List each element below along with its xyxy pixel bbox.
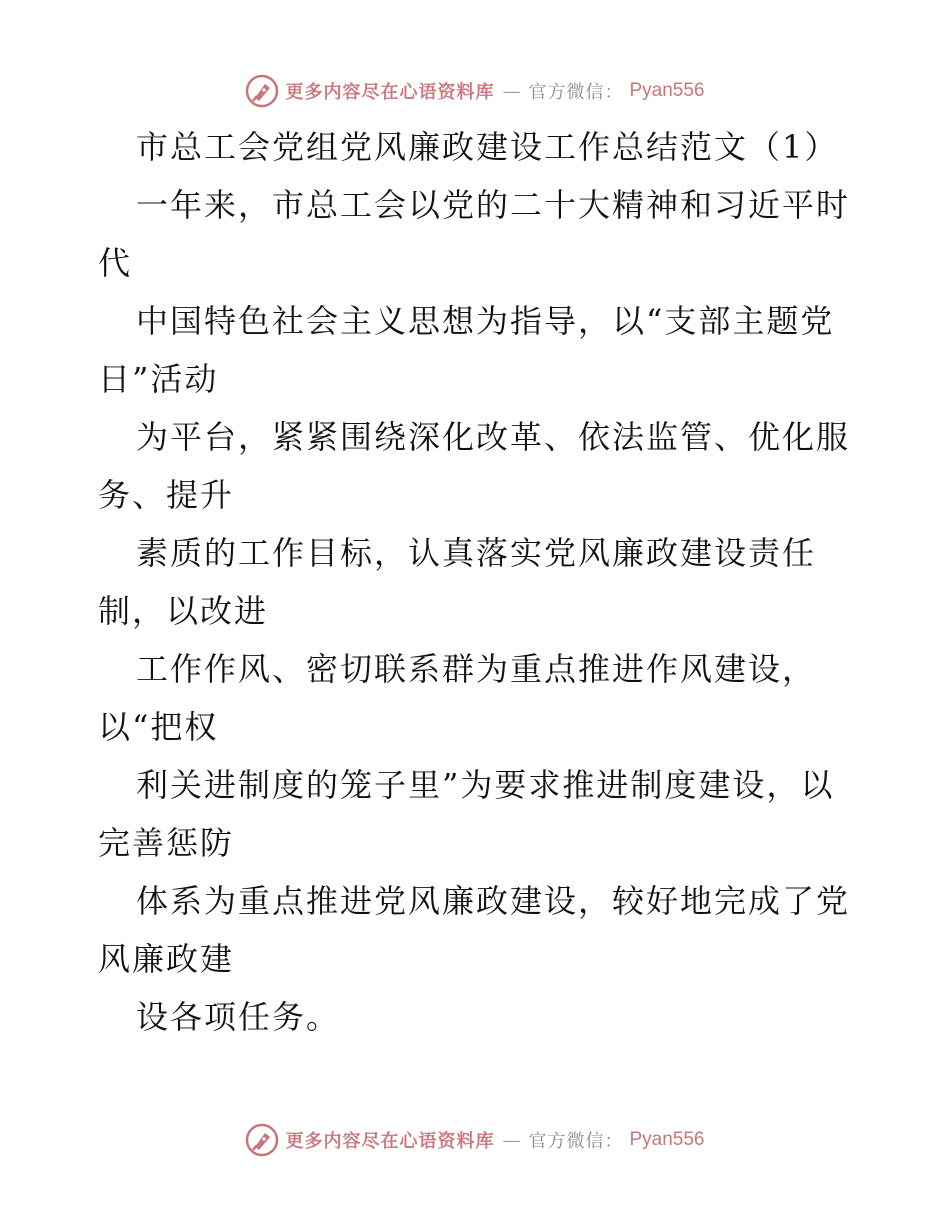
paragraph-line: 制，以改进 xyxy=(98,592,269,630)
paragraph-line: 风廉政建 xyxy=(98,940,235,978)
paragraph-line: 代 xyxy=(98,244,133,282)
paragraph-line: 素质的工作目标，认真落实党风廉政建设责任 xyxy=(136,534,817,572)
paragraph-line: 完善惩防 xyxy=(98,824,235,862)
pen-nib-icon xyxy=(245,74,279,108)
paragraph-line: 日”活动 xyxy=(98,360,219,398)
paragraph-line: 利关进制度的笼子里”为要求推进制度建设，以 xyxy=(136,766,835,804)
paragraph-line: 一年来，市总工会以党的二十大精神和习近平时 xyxy=(136,186,851,224)
document-body xyxy=(98,118,858,1046)
watermark-brand-text: 更多内容尽在心语资料库 xyxy=(285,82,495,103)
watermark-wechat-label: 官方微信： xyxy=(528,1131,624,1152)
watermark-wechat-id: Pyan556 xyxy=(629,80,705,101)
watermark-separator: — xyxy=(502,80,521,102)
paragraph-line: 设各项任务。 xyxy=(136,998,341,1036)
footer-watermark xyxy=(0,1120,950,1160)
paragraph-line: 务、提升 xyxy=(98,476,235,514)
watermark-separator: — xyxy=(502,1129,521,1151)
paragraph-line: 中国特色社会主义思想为指导，以“支部主题党 xyxy=(136,302,835,340)
paragraph-line: 为平台，紧紧围绕深化改革、依法监管、优化服 xyxy=(136,418,851,456)
paragraph-line: 以“把权 xyxy=(98,708,219,746)
watermark-brand-text: 更多内容尽在心语资料库 xyxy=(285,1131,495,1152)
header-watermark xyxy=(0,71,950,111)
pen-nib-icon xyxy=(245,1123,279,1157)
document-title: 市总工会党组党风廉政建设工作总结范文（1） xyxy=(136,128,839,166)
watermark-wechat-label: 官方微信： xyxy=(528,82,624,103)
watermark-wechat-id: Pyan556 xyxy=(629,1129,705,1150)
paragraph-line: 工作作风、密切联系群为重点推进作风建设， xyxy=(136,650,817,688)
paragraph-line: 体系为重点推进党风廉政建设，较好地完成了党 xyxy=(136,882,851,920)
